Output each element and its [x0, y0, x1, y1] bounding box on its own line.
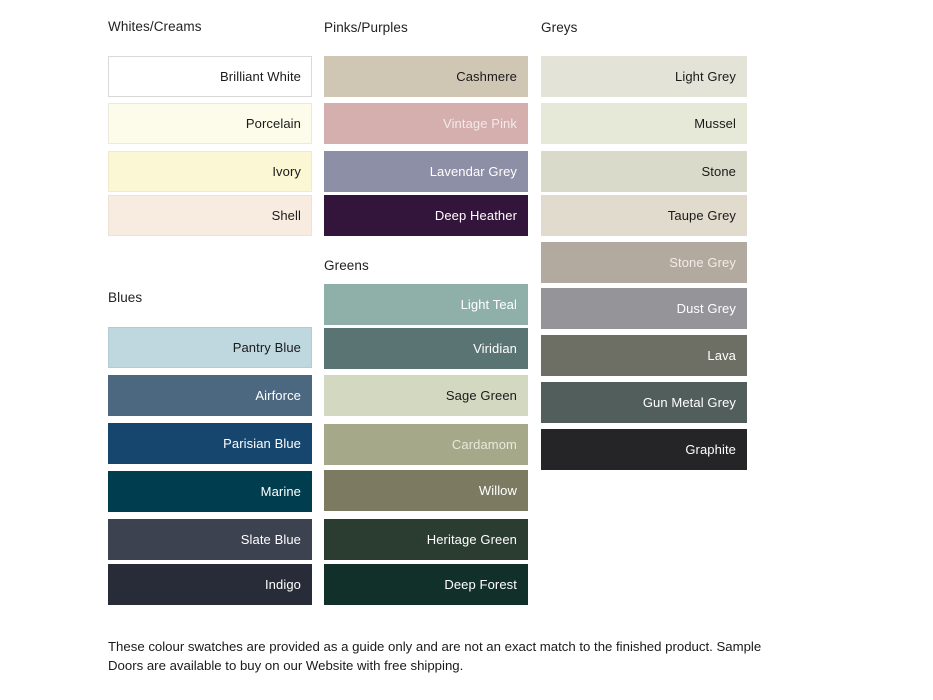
colour-swatch[interactable] — [108, 56, 312, 97]
colour-swatch-label: Graphite — [685, 442, 736, 457]
colour-swatch[interactable] — [108, 471, 312, 512]
colour-swatch-label: Indigo — [264, 577, 301, 592]
colour-swatch-label: Mussel — [694, 116, 736, 131]
column-heading-whites-creams: Whites/Creams — [108, 19, 202, 34]
colour-swatch-label: Willow — [478, 483, 517, 498]
colour-swatch-label: Shell — [271, 208, 301, 223]
colour-swatch-label: Dust Grey — [676, 301, 736, 316]
colour-swatch[interactable] — [108, 103, 312, 144]
colour-swatch[interactable] — [324, 151, 528, 192]
colour-swatch-label: Light Grey — [675, 69, 736, 84]
colour-swatch[interactable] — [324, 564, 528, 605]
colour-swatch-label: Stone Grey — [669, 255, 736, 270]
colour-swatch[interactable] — [324, 56, 528, 97]
colour-swatch[interactable] — [541, 195, 747, 236]
colour-swatch-label: Porcelain — [245, 116, 301, 131]
colour-swatch-label: Stone — [701, 164, 736, 179]
colour-swatch[interactable] — [541, 242, 747, 283]
colour-swatch-label: Marine — [260, 484, 301, 499]
colour-swatch[interactable] — [324, 195, 528, 236]
colour-swatch[interactable] — [324, 519, 528, 560]
colour-swatch[interactable] — [108, 519, 312, 560]
column-heading-greens: Greens — [324, 258, 369, 273]
colour-swatch-label: Lavendar Grey — [429, 164, 517, 179]
colour-swatch-label: Ivory — [272, 164, 301, 179]
colour-swatch-label: Gun Metal Grey — [642, 395, 736, 410]
colour-swatch[interactable] — [324, 375, 528, 416]
colour-swatch-label: Parisian Blue — [223, 436, 301, 451]
colour-swatch-label: Deep Heather — [434, 208, 517, 223]
colour-swatch[interactable] — [108, 375, 312, 416]
colour-swatch-label: Viridian — [473, 341, 517, 356]
colour-swatch-label: Brilliant White — [220, 69, 301, 84]
colour-swatch-label: Airforce — [255, 388, 301, 403]
colour-swatch-label: Lava — [707, 348, 736, 363]
colour-swatch-label: Light Teal — [460, 297, 517, 312]
colour-swatch[interactable] — [541, 382, 747, 423]
colour-swatch[interactable] — [541, 56, 747, 97]
colour-swatch-label: Vintage Pink — [443, 116, 517, 131]
colour-swatch[interactable] — [541, 288, 747, 329]
colour-swatch-label: Taupe Grey — [667, 208, 736, 223]
colour-swatch-label: Sage Green — [445, 388, 517, 403]
column-heading-pinks-purples: Pinks/Purples — [324, 20, 408, 35]
colour-swatch[interactable] — [541, 151, 747, 192]
colour-swatch-label: Slate Blue — [240, 532, 301, 547]
colour-swatch[interactable] — [324, 328, 528, 369]
colour-swatch[interactable] — [108, 195, 312, 236]
colour-swatch-label: Cashmere — [456, 69, 517, 84]
colour-swatch[interactable] — [324, 470, 528, 511]
colour-swatch[interactable] — [108, 564, 312, 605]
colour-swatch[interactable] — [541, 429, 747, 470]
column-heading-blues: Blues — [108, 290, 143, 305]
colour-swatch[interactable] — [324, 103, 528, 144]
footer-disclaimer: These colour swatches are provided as a guide only and are not an exact match to the finished product. Sample Doors are available to buy on our Website with free shipping. — [108, 639, 762, 673]
colour-swatch[interactable] — [108, 151, 312, 192]
colour-swatch-label: Pantry Blue — [232, 340, 301, 355]
colour-swatch-label: Heritage Green — [426, 532, 517, 547]
colour-swatch-label: Deep Forest — [444, 577, 517, 592]
colour-swatch-label: Cardamom — [451, 437, 517, 452]
colour-swatch[interactable] — [108, 423, 312, 464]
colour-swatch[interactable] — [541, 335, 747, 376]
colour-swatch[interactable] — [541, 103, 747, 144]
column-heading-greys: Greys — [541, 20, 578, 35]
colour-swatch[interactable] — [324, 284, 528, 325]
colour-swatch[interactable] — [108, 327, 312, 368]
colour-swatch[interactable] — [324, 424, 528, 465]
